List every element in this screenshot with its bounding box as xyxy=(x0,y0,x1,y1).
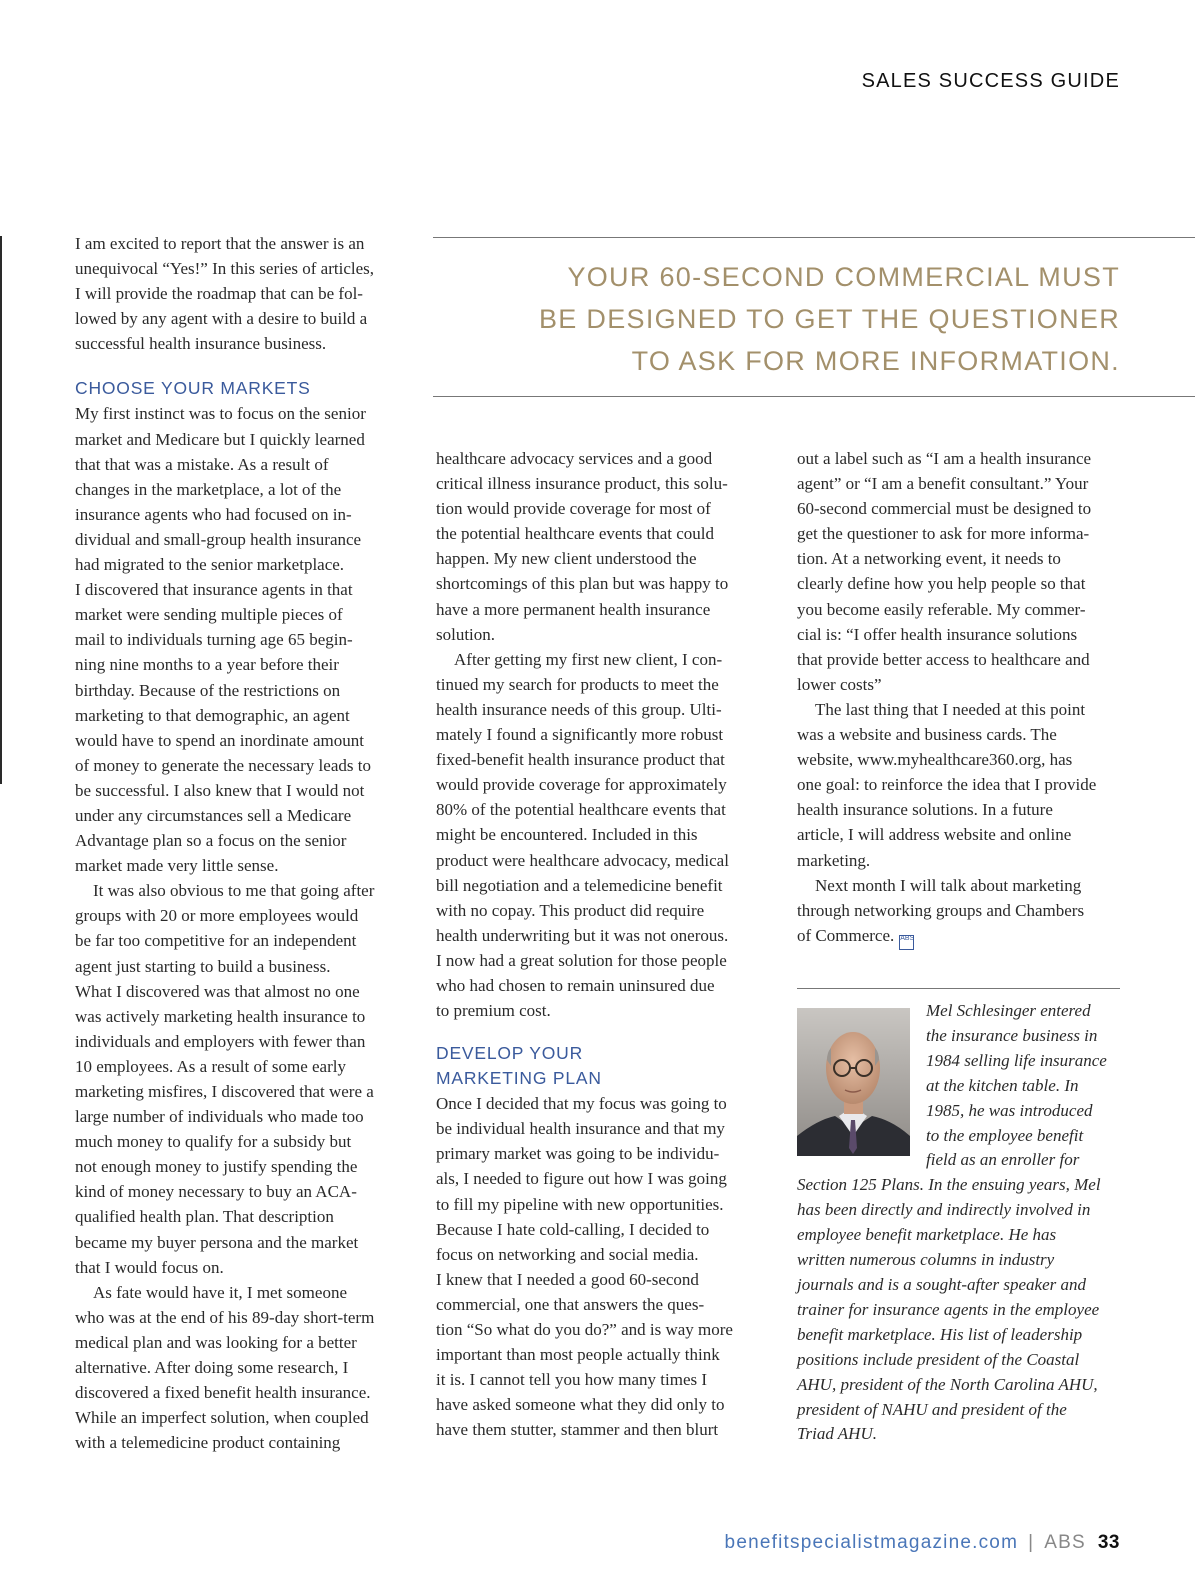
text-line: kind of money necessary to buy an ACA- xyxy=(75,1182,357,1202)
article-column-3 xyxy=(797,446,1122,950)
text-line: successful health insurance business. xyxy=(75,334,327,354)
text-line: to premium cost. xyxy=(436,1001,551,1021)
heading-choose-your-markets: CHOOSE YOUR MARKETS xyxy=(75,378,311,399)
text-line: The last thing that I needed at this point xyxy=(815,699,1086,719)
text-line: fixed-benefit health insurance product that xyxy=(436,750,725,770)
text-line: of Commerce. xyxy=(797,925,895,945)
text-line: much money to qualify for a subsidy but xyxy=(75,1132,352,1152)
text-line: out a label such as “I am a health insurance xyxy=(797,449,1092,468)
text-line: Advantage plan so a focus on the senior xyxy=(75,831,347,851)
text-line: large number of individuals who made too xyxy=(75,1107,364,1127)
text-line: alternative. After doing some research, I xyxy=(75,1358,349,1378)
text-line: happen. My new client understood the xyxy=(436,549,697,569)
text-line: have a more permanent health insurance xyxy=(436,599,711,619)
text-line: the insurance business in xyxy=(926,1025,1098,1045)
text-line: with a telemedicine product containing xyxy=(75,1433,341,1453)
pull-quote xyxy=(470,256,1120,382)
text-line: My first instinct was to focus on the senior xyxy=(75,404,366,424)
text-line: benefit marketplace. His list of leadership xyxy=(797,1324,1083,1344)
author-portrait-image xyxy=(797,1008,910,1156)
text-line: to fill my pipeline with new opportunities. xyxy=(436,1194,724,1214)
text-line: dividual and small-group health insurance xyxy=(75,529,362,549)
text-line: health insurance needs of this group. Ulti- xyxy=(436,699,722,719)
text-line: had migrated to the senior marketplace. xyxy=(75,555,345,575)
markets-paragraph-2 xyxy=(75,878,400,1280)
text-line: clearly define how you help people so that xyxy=(797,574,1086,594)
abs-end-mark-icon: ABS xyxy=(899,935,914,950)
text-line: healthcare advocacy services and a good xyxy=(436,449,713,468)
text-line: at the kitchen table. In xyxy=(926,1075,1079,1095)
pull-quote-top-rule xyxy=(433,237,1195,238)
text-line: important than most people actually think xyxy=(436,1345,720,1365)
text-line: als, I needed to figure out how I was going xyxy=(436,1169,727,1189)
text-line: you become easily referable. My commer- xyxy=(797,599,1086,619)
text-line: was actively marketing health insurance to xyxy=(75,1006,366,1026)
pull-quote-line: BE DESIGNED TO GET THE QUESTIONER xyxy=(538,304,1120,334)
text-line: not enough money to justify spending the xyxy=(75,1157,358,1177)
text-line: agent” or “I am a benefit consultant.” Your xyxy=(797,474,1089,494)
text-line: 80% of the potential healthcare events that xyxy=(436,800,726,820)
text-line: journals and is a sought-after speaker and xyxy=(797,1274,1086,1294)
footer-separator: | xyxy=(1028,1532,1035,1553)
text-line: Section 125 Plans. In the ensuing years, Mel xyxy=(797,1175,1101,1195)
text-line: medical plan and was looking for a better xyxy=(75,1332,357,1352)
text-line: primary market was going to be individu- xyxy=(436,1144,720,1164)
text-line: 10 employees. As a result of some early xyxy=(75,1056,346,1076)
text-line: 1985, he was introduced xyxy=(926,1100,1093,1120)
article-column-1 xyxy=(75,231,400,1455)
text-line: ning nine months to a year before their xyxy=(75,655,339,675)
markets-paragraph-1 xyxy=(75,401,400,878)
text-line: of money to generate the necessary leads to xyxy=(75,755,371,775)
page-footer xyxy=(725,1532,1120,1554)
text-line: marketing. xyxy=(797,850,871,870)
text-line: tinued my search for products to meet the xyxy=(436,674,719,694)
pull-quote-line: TO ASK FOR MORE INFORMATION. xyxy=(631,346,1120,376)
text-line: Because I hate cold-calling, I decided to xyxy=(436,1219,710,1239)
section-title: SALES SUCCESS GUIDE xyxy=(861,70,1120,92)
text-line: that provide better access to healthcare and xyxy=(797,649,1090,669)
text-line: individuals and employers with fewer than xyxy=(75,1031,366,1051)
article-column-2 xyxy=(436,446,761,1442)
plan-paragraph-1 xyxy=(436,1091,761,1442)
col2-paragraph-1 xyxy=(436,446,761,647)
text-line: written numerous columns in industry xyxy=(797,1250,1055,1270)
author-bio xyxy=(797,999,1122,1447)
text-line: discovered a fixed benefit health insurance. xyxy=(75,1383,371,1403)
text-line: birthday. Because of the restrictions on xyxy=(75,680,341,700)
text-line: mail to individuals turning age 65 begin- xyxy=(75,630,353,650)
footer-magazine: ABS xyxy=(1044,1532,1086,1553)
text-line: might be encountered. Included in this xyxy=(436,825,698,845)
heading-line: DEVELOP YOUR xyxy=(436,1043,584,1064)
text-line: market were sending multiple pieces of xyxy=(75,605,343,625)
text-line: be individual health insurance and that my xyxy=(436,1119,725,1139)
text-line: health insurance solutions. In a future xyxy=(797,800,1053,820)
text-line: shortcomings of this plan but was happy to xyxy=(436,574,729,594)
col2-paragraph-2 xyxy=(436,647,761,1023)
text-line: one goal: to reinforce the idea that I provide xyxy=(797,775,1097,795)
text-line: get the questioner to ask for more informa- xyxy=(797,524,1090,544)
text-line: cial is: “I offer health insurance solutions xyxy=(797,624,1078,644)
page-number: 33 xyxy=(1097,1532,1120,1553)
text-line: marketing to that demographic, an agent xyxy=(75,705,350,725)
text-line: have them stutter, stammer and then blurt xyxy=(436,1420,719,1440)
text-line: focus on networking and social media. xyxy=(436,1244,699,1264)
col3-paragraph-1 xyxy=(797,446,1122,697)
text-line: It was also obvious to me that going after xyxy=(93,881,375,901)
text-line: I discovered that insurance agents in that xyxy=(75,580,353,600)
text-line: 1984 selling life insurance xyxy=(926,1050,1107,1070)
text-line: 60-second commercial must be designed to xyxy=(797,499,1092,519)
text-line: groups with 20 or more employees would xyxy=(75,906,359,926)
text-line: positions include president of the Coastal xyxy=(797,1349,1080,1369)
text-line: I now had a great solution for those people xyxy=(436,950,727,970)
text-line: As fate would have it, I met someone xyxy=(93,1282,347,1302)
left-margin-rule xyxy=(0,236,2,784)
text-line: I will provide the roadmap that can be fol- xyxy=(75,284,363,304)
text-line: became my buyer persona and the market xyxy=(75,1232,359,1252)
col3-paragraph-2 xyxy=(797,697,1122,873)
text-line: I am excited to report that the answer is an xyxy=(75,234,365,253)
text-line: that that was a mistake. As a result of xyxy=(75,454,329,474)
text-line: employee benefit marketplace. He has xyxy=(797,1225,1057,1245)
pull-quote-line: YOUR 60-SECOND COMMERCIAL MUST xyxy=(567,262,1120,292)
text-line: health underwriting but it was not onerous. xyxy=(436,925,729,945)
text-line: it is. I cannot tell you how many times I xyxy=(436,1370,708,1390)
text-line: website, www.myhealthcare360.org, has xyxy=(797,750,1073,770)
text-line: under any circumstances sell a Medicare xyxy=(75,805,352,825)
bio-top-rule xyxy=(797,988,1120,989)
text-line: After getting my first new client, I con- xyxy=(454,649,723,669)
text-line: the potential healthcare events that could xyxy=(436,524,715,544)
heading-line: MARKETING PLAN xyxy=(436,1068,602,1089)
text-line: insurance agents who had focused on in- xyxy=(75,504,352,524)
text-line: qualified health plan. That description xyxy=(75,1207,334,1227)
author-photo xyxy=(797,1008,910,1156)
text-line: would provide coverage for approximately xyxy=(436,775,727,795)
text-line: marketing misfires, I discovered that were a xyxy=(75,1082,374,1101)
text-line: While an imperfect solution, when coupled xyxy=(75,1408,369,1428)
closing-text xyxy=(797,876,1084,945)
text-line: trainer for insurance agents in the employee xyxy=(797,1299,1100,1319)
text-line: have asked someone what they did only to xyxy=(436,1395,725,1415)
text-line: bill negotiation and a telemedicine benefit xyxy=(436,875,723,895)
col3-paragraph-3 xyxy=(797,873,1122,950)
text-line: solution. xyxy=(436,624,496,644)
text-line: with no copay. This product did require xyxy=(436,900,705,920)
text-line: tion. At a networking event, it needs to xyxy=(797,549,1061,569)
text-line: critical illness insurance product, this solu- xyxy=(436,474,728,494)
text-line: Triad AHU. xyxy=(797,1424,877,1444)
text-line: article, I will address website and online xyxy=(797,825,1072,845)
footer-url: benefitspecialistmagazine.com xyxy=(724,1532,1019,1553)
text-line: Once I decided that my focus was going to xyxy=(436,1094,727,1114)
text-line: lowed by any agent with a desire to build a xyxy=(75,309,368,329)
intro-paragraph xyxy=(75,231,400,356)
text-line: changes in the marketplace, a lot of the xyxy=(75,479,342,499)
text-line: be far too competitive for an independent xyxy=(75,931,357,951)
text-line: to the employee benefit xyxy=(926,1125,1084,1145)
text-line: be successful. I also knew that I would not xyxy=(75,780,365,800)
text-line: was a website and business cards. The xyxy=(797,725,1057,745)
markets-paragraph-3 xyxy=(75,1280,400,1456)
pull-quote-bottom-rule xyxy=(433,396,1195,397)
text-line: commercial, one that answers the ques- xyxy=(436,1294,705,1314)
text-line: What I discovered was that almost no one xyxy=(75,981,360,1001)
text-line: tion would provide coverage for most of xyxy=(436,499,711,519)
text-line: who was at the end of his 89-day short-term xyxy=(75,1307,375,1327)
text-line: lower costs” xyxy=(797,674,882,694)
text-line: market made very little sense. xyxy=(75,856,279,876)
text-line: field as an enroller for xyxy=(926,1150,1080,1170)
text-line: president of NAHU and president of the xyxy=(797,1399,1067,1419)
text-line: through networking groups and Chambers xyxy=(797,900,1085,920)
text-line: Mel Schlesinger entered xyxy=(926,1001,1091,1020)
text-line: market and Medicare but I quickly learned xyxy=(75,429,365,449)
text-line: unequivocal “Yes!” In this series of articles, xyxy=(75,259,374,279)
text-line: product were healthcare advocacy, medical xyxy=(436,850,729,870)
heading-develop-marketing-plan xyxy=(436,1041,761,1091)
text-line: agent just starting to build a business. xyxy=(75,956,331,976)
text-line: who had chosen to remain uninsured due xyxy=(436,975,715,995)
text-line: has been directly and indirectly involved in xyxy=(797,1200,1091,1220)
text-line: that I would focus on. xyxy=(75,1257,224,1277)
text-line: mately I found a significantly more robust xyxy=(436,725,724,745)
text-line: I knew that I needed a good 60-second xyxy=(436,1269,699,1289)
text-line: Next month I will talk about marketing xyxy=(815,875,1082,895)
text-line: would have to spend an inordinate amount xyxy=(75,730,364,750)
text-line: tion “So what do you do?” and is way more xyxy=(436,1320,733,1339)
text-line: AHU, president of the North Carolina AHU, xyxy=(797,1374,1098,1394)
